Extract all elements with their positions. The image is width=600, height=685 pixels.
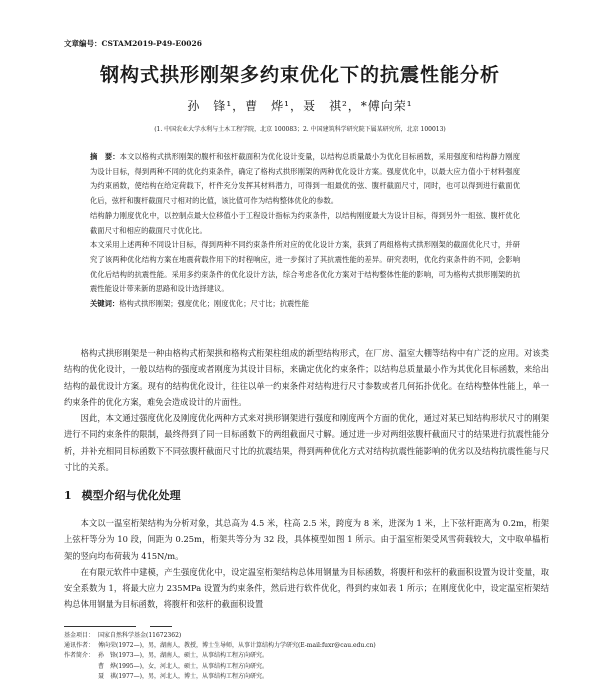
footnote [64,631,549,641]
abstract [90,150,520,312]
abstract-paragraph [90,150,520,209]
keywords-text: 格构式拱形刚架；强度优化；刚度优化；尺寸比；抗震性能 [119,299,309,309]
document-number: 文章编号：CSTAM2019-P49-E0026 [64,39,202,48]
footnote-label: 通讯作者： [64,642,95,650]
footnote-divider [64,626,136,627]
footnote-text: 国家自然科学基金(11672362) [98,632,182,639]
body-paragraph: 在有限元软件中建模，产生强度优化中，设定温室桁架结构总体用钢量为目标函数，将腹杆和弦杆的截面积设置为设计变量，取安全系数为 1，将最大应力 235MPa 设置为约束条件，然后进行软件优化，得到约束如表 1 所示；在刚度优化中，设定温室桁架结构总体用钢量为目标函数，将腹杆和弦杆的截面积设置 [64,566,549,610]
footnote-text: 孙 锋(1973—)，男，湖南人，硕士，从事结构工程方向研究。 [98,652,268,660]
footnote-label: 作者简介： [64,652,95,660]
footnote [64,672,549,682]
footnote-text: 聂 祺(1977—)，男，河北人，博士，从事结构工程方向研究。 [98,672,268,680]
abstract-paragraph: 本文采用上述两种不同设计目标，得到两种不同约束条件所对应的优化设计方案，获到了两组格构式拱形刚架的截面优化尺寸，并研究了该两种优化结构方案在地震荷载作用下的时程响应，进一步探讨了其抗震性能的差异。研究表明，优化约束条件的不同，会影响优化后结构的抗震性能。采用多约束条件的优化设计方法，综合考虑各优化方案对于结构整体性能的影响，可为格构式拱形刚架的抗震性能设计带来新的思路和设计选择建议。 [90,240,520,294]
author-list: 孙 锋¹，曹 烨¹，聂 祺²，*傅向荣¹ [187,99,413,113]
affiliation: (1. 中国农业大学水利与土木工程学院，北京 100083；2. 中国建筑科学研究院下属某研究所，北京 100013) [154,126,446,133]
footnote [64,641,549,651]
footnote [64,651,549,661]
introduction [64,345,549,475]
footnotes [64,631,549,682]
abstract-label: 摘 要： [90,152,120,161]
body-paragraph: 因此，本文通过强度优化及刚度优化两种方式来对拱形钢架进行强度和刚度两个方面的优化，通过对某已知结构形状尺寸的刚架进行不同约束条件的限制，最终得到了同一目标函数下的两组截面尺寸解。通过进一步对两组弦腹杆截面尺寸的结果进行抗震性能分析，并补充相同目标函数下不同弦腹杆截面尺寸比的抗震结果，得到两种优化方式对结构抗震性能影响的优劣以及结构抗震性能与尺寸比的关系。 [64,413,549,473]
paper-title: 钢构式拱形刚架多约束优化下的抗震性能分析 [99,64,500,86]
keywords [90,297,520,312]
section-body [64,515,549,613]
body-paragraph: 格构式拱形刚架是一种由格构式桁架拱和格构式桁架柱组成的新型结构形式，在厂房、温室大棚等结构中有广泛的应用。对该类结构的优化设计，一般以结构的强度或者刚度为其设计目标，来确定优化约束条件；以结构总质量最小作为其优化目标函数，来给出结构的最优设计方案。现有的结构优化设计，往往以单一约束条件对结构进行尺寸参数或者几何拓扑优化。在结构整体性能上，单一约束条件的优化方案，难免会造成设计的片面性。 [64,348,549,407]
abstract-text: 本文以格构式拱形刚架的腹杆和弦杆截面积为优化设计变量，以结构总质量最小为优化目标函数，采用强度和结构静力刚度为设计目标，得到两种不同的优化约束条件，确定了格构式拱形刚架的两种优化设计方案。强度优化中，以最大应力值小于材料强度为约束函数，使结构在给定荷载下，杆件充分发挥其材料潜力，可得到一组最优的弦、腹杆截面尺寸，同时，也可以得到进行截面优化后，弦杆和腹杆截面尺寸相对的比值，该比值可作为结构整体优化的参数。 [90,152,521,206]
footnote-text: 傅向荣(1972—)，男，湖南人，教授，博士生导师，从事计算结构力学研究(E-mail:fuxr@cau.edu.cn) [98,642,376,650]
section-number: 1 [64,489,72,502]
abstract-paragraph: 结构静力刚度优化中，以控制点最大位移值小于工程设计指标为约束条件，以结构刚度最大为设计目标，得到另外一组弦、腹杆优化截面尺寸和相应的截面尺寸优化比。 [90,210,520,235]
footnote-divider-dash [150,626,172,627]
keywords-label: 关键词： [90,299,120,309]
footnote [64,662,549,672]
section-heading [64,487,181,503]
footnote-label: 基金项目： [64,632,95,639]
footnote-text: 曹 烨(1995—)，女，河北人，硕士，从事结构工程方向研究。 [98,662,268,670]
body-paragraph: 本文以一温室桁架结构为分析对象，其总高为 4.5 米，柱高 2.5 米，跨度为 8 米，进深为 1 米，上下弦杆距离为 0.2m，桁架上弦杆等分为 10 段，间距为 0.25m，桁架共等分为 32 段，具体模型如图 1 所示。由于温室桁架受风雪荷载较大，文中取单榀桁架的竖向均布荷载为 415N/m。 [64,518,549,561]
section-title: 模型介绍与优化处理 [81,489,181,502]
